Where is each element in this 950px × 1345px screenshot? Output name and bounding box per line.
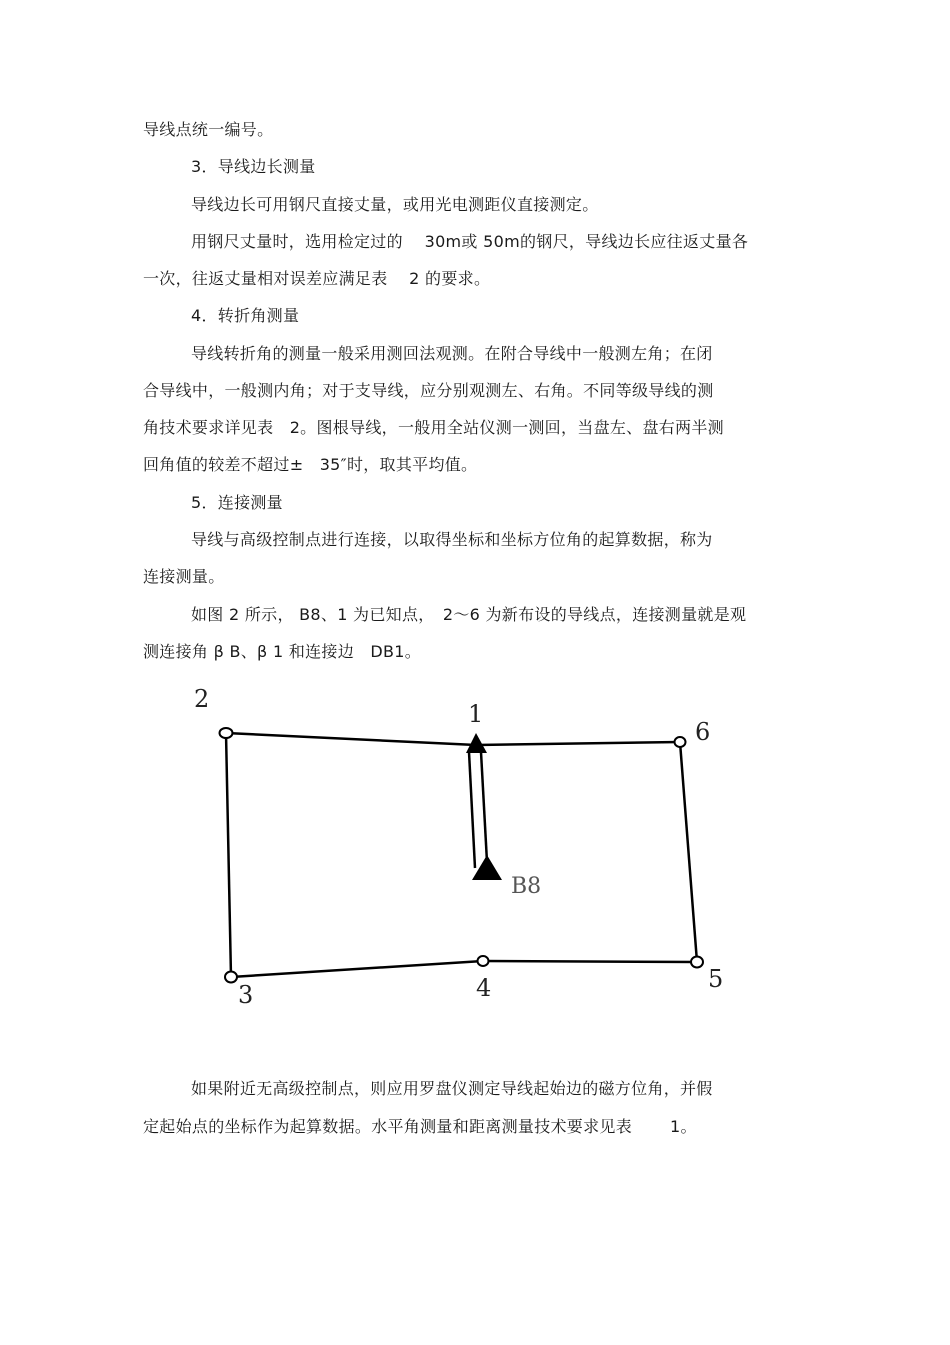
traverse-edges xyxy=(226,733,697,977)
text-line: 定起始点的坐标作为起算数据。水平角测量和距离测量技术要求见表 1。 xyxy=(143,1117,697,1136)
text-line: 回角值的较差不超过± 35″时，取其平均值。 xyxy=(143,455,478,474)
text-line: 如图 2 所示， B8、1 为已知点， 2～6 为新布设的导线点，连接测量就是观 xyxy=(191,605,747,624)
known-point-b8-icon xyxy=(472,855,502,880)
text-line: 导线转折角的测量一般采用测回法观测。在附合导线中一般测左角；在闭 xyxy=(191,344,713,363)
text-line: 导线点统一编号。 xyxy=(143,120,274,139)
connection-edge-b8-1 xyxy=(469,752,487,868)
point-3-marker xyxy=(225,972,237,983)
section-heading: 5．连接测量 xyxy=(191,493,283,512)
point-2-marker xyxy=(220,728,233,738)
label-point-3: 3 xyxy=(238,981,254,1009)
label-point-b8: B8 xyxy=(511,874,542,899)
section-heading: 3．导线边长测量 xyxy=(191,157,316,176)
section-heading: 4．转折角测量 xyxy=(191,306,300,325)
traverse-points xyxy=(220,728,704,983)
edge-6-5 xyxy=(680,742,697,962)
text-line: 合导线中，一般测内角；对于支导线，应分别观测左、右角。不同等级导线的测 xyxy=(143,381,714,400)
text-line: 测连接角 β B、β 1 和连接边 DB1。 xyxy=(143,642,421,661)
text-line: 用钢尺丈量时，选用检定过的 30m或 50m的钢尺，导线边长应往返丈量各 xyxy=(191,232,749,251)
text-line: 导线与高级控制点进行连接，以取得坐标和坐标方位角的起算数据，称为 xyxy=(191,530,713,549)
edge-1-6 xyxy=(476,742,680,745)
point-5-marker xyxy=(691,957,703,968)
text-line: 如果附近无高级控制点，则应用罗盘仪测定导线起始边的磁方位角，并假 xyxy=(191,1079,713,1098)
edge-2-1 xyxy=(226,733,476,745)
edge-3-2 xyxy=(226,733,231,977)
point-labels xyxy=(194,685,723,1009)
text-line: 导线边长可用钢尺直接丈量，或用光电测距仪直接测定。 xyxy=(191,195,599,214)
edge-5-4 xyxy=(483,961,697,962)
point-6-marker xyxy=(675,737,686,747)
label-point-6: 6 xyxy=(695,718,711,746)
edge-4-3 xyxy=(231,961,483,977)
text-line: 一次，往返丈量相对误差应满足表 2 的要求。 xyxy=(143,269,491,288)
label-point-5: 5 xyxy=(708,965,724,993)
label-point-1: 1 xyxy=(468,700,484,728)
point-4-marker xyxy=(478,956,489,966)
known-point-1-icon xyxy=(466,733,487,753)
text-line: 角技术要求详见表 2。图根导线，一般用全站仪测一测回，当盘左、盘右两半测 xyxy=(143,418,724,437)
label-point-4: 4 xyxy=(476,974,492,1002)
label-point-2: 2 xyxy=(194,685,210,713)
text-line: 连接测量。 xyxy=(143,567,225,586)
